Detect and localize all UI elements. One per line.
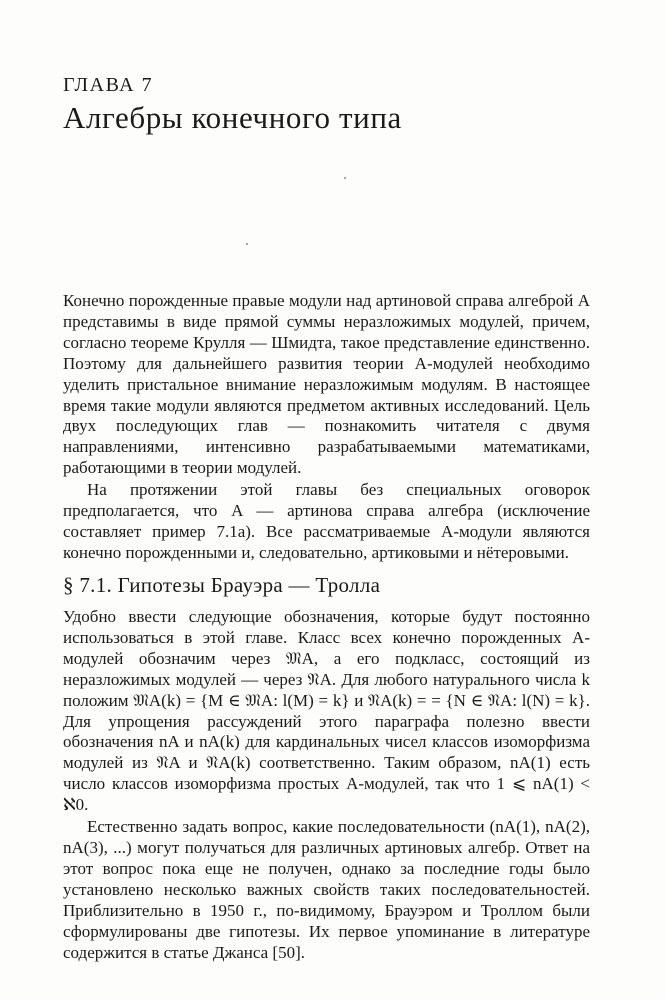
section-paragraph: Удобно ввести следующие обозначения, которые будут постоянно использоваться в этой главе. Класс всех конечно порожденных A-модулей обозначим через 𝔐A, а его подкласс, состоящий из неразложимых модулей — через 𝔑A. Для любого натурального числа k положим 𝔐A(k) = {M ∈ 𝔐A: l(M) = k} и 𝔑A(k) = = {N ∈ 𝔑A: l(N) = k}. Для упрощения рассуждений этого параграфа полезно ввести обозначения nA и nA(k) для кардинальных чисел классов изоморфизма модулей из 𝔑A и 𝔑A(k) соответственно. Таким образом, nA(1) есть число классов изоморфизма простых A-модулей, так что 1 ⩽ nA(1) < ℵ0. (63, 607, 590, 815)
intro-paragraph: Конечно порожденные правые модули над артиновой справа алгеброй A представимы в виде прямой суммы неразложимых модулей, причем, согласно теореме Крулля — Шмидта, такое представление единственно. Поэтому для дальнейшего развития теории A-модулей необходимо уделить пристальное внимание неразложимым модулям. В настоящее время такие модули являются предметом активных исследований. Цель двух последующих глав — познакомить читателя с двумя направлениями, интенсивно разрабатываемыми математиками, работающими в теории модулей. (63, 291, 590, 478)
section-paragraph: Естественно задать вопрос, какие последовательности (nA(1), nA(2), nA(3), ...) могут получаться для различных артиновых алгебр. Ответ на этот вопрос пока еще не получен, однако за последние годы было установлено несколько важных свойств таких последовательностей. Приблизительно в 1950 г., по-видимому, Брауэром и Троллом были сформулированы две гипотезы. Их первое упоминание в литературе содержится в статье Джанса [50]. (63, 817, 590, 962)
section-heading: § 7.1. Гипотезы Брауэра — Тролла (63, 573, 381, 597)
print-speck (344, 177, 346, 179)
chapter-label: ГЛАВА 7 (63, 74, 154, 96)
intro-paragraph: На протяжении этой главы без специальных оговорок предполагается, что A — артинова справа алгебра (исключение составляет пример 7.1а). Все рассматриваемые A-модули являются конечно порожденными и, следовательно, артиковыми и нётеровыми. (63, 480, 590, 562)
chapter-title: Алгебры конечного типа (63, 100, 402, 135)
print-speck (246, 243, 248, 245)
intro-text (63, 291, 590, 564)
section-text (63, 607, 590, 963)
